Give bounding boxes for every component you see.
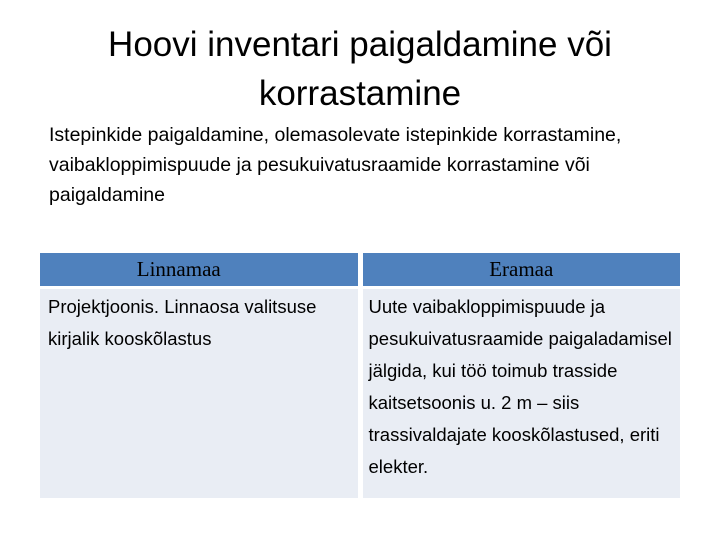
slide-body-text: Istepinkide paigaldamine, olemasolevate istepinkide korrastamine, vaibakloppimispuude ja pesukuivatusraamide korrastamine või paigaldamine	[49, 124, 622, 206]
table-header-row	[40, 253, 680, 286]
table-row	[40, 289, 680, 498]
column-header-eramaa: Eramaa	[363, 253, 681, 286]
table-body	[40, 289, 680, 498]
table-cell-eramaa: Uute vaibakloppimispuude ja pesukuivatusraamide paigaladamisel jälgida, kui töö toimub trasside kaitsetsoonis u. 2 m – siis trassivaldajate kooskõlastused, eriti elekter.	[363, 289, 681, 498]
table-header	[40, 253, 680, 286]
column-header-linnamaa: Linnamaa	[40, 253, 358, 286]
comparison-table	[35, 250, 685, 501]
slide-title: Hoovi inventari paigaldamine või korrastamine	[108, 25, 612, 113]
table-cell-linnamaa: Projektjoonis. Linnaosa valitsuse kirjalik kooskõlastus	[40, 289, 358, 498]
